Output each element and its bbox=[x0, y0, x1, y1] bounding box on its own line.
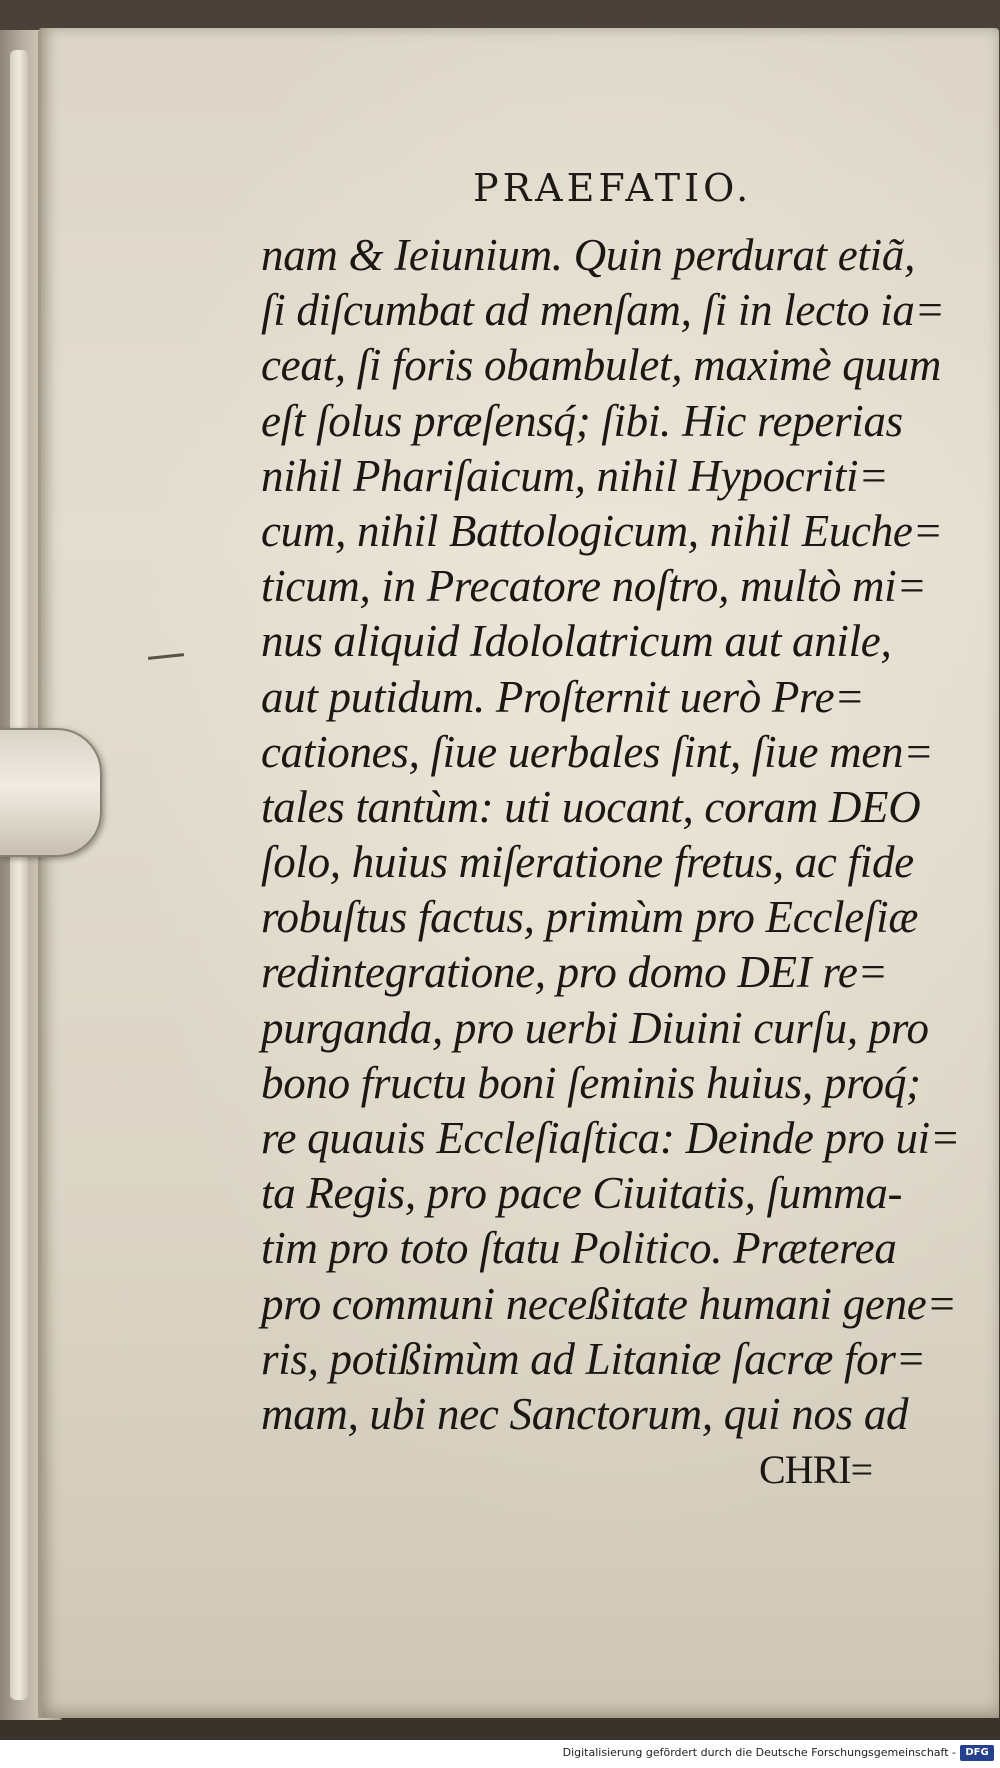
funding-credit: Digitalisierung gefördert durch die Deutsche Forschungsgemeinschaft - bbox=[562, 1746, 956, 1759]
book-clasp bbox=[0, 728, 102, 857]
page-edges bbox=[10, 50, 28, 1700]
text-line: ta Regis, pro pace Ciuitatis, ſumma- bbox=[261, 1168, 903, 1219]
text-line: purganda, pro uerbi Diuini curſu, pro bbox=[261, 1002, 929, 1053]
text-line: robuſtus factus, primùm pro Eccleſiæ bbox=[261, 892, 919, 943]
text-line: tim pro toto ſtatu Politico. Præterea bbox=[261, 1223, 897, 1274]
text-line: aut putidum. Proſternit uerò Pre= bbox=[261, 671, 865, 722]
dfg-logo-icon: DFG bbox=[960, 1745, 994, 1761]
text-line: ſolo, huius miſeratione fretus, ac fide bbox=[261, 837, 914, 888]
text-line: mam, ubi nec Sanctorum, qui nos ad bbox=[261, 1388, 909, 1439]
text-block bbox=[261, 228, 961, 1442]
text-line: ſi diſcumbat ad menſam, ſi in lecto ia= bbox=[261, 285, 945, 336]
text-line: ris, potißimùm ad Litaniæ ſacræ for= bbox=[261, 1333, 926, 1384]
text-line: tales tantùm: uti uocant, coram DEO bbox=[261, 781, 921, 832]
text-line: cum, nihil Battologicum, nihil Euche= bbox=[261, 505, 943, 556]
text-line: nus aliquid Idololatricum aut anile, bbox=[261, 616, 892, 667]
running-head: PRAEFATIO. bbox=[473, 166, 753, 210]
text-line: ceat, ſi foris obambulet, maximè quum bbox=[261, 340, 942, 391]
book-page bbox=[38, 28, 999, 1718]
text-line: nihil Phariſaicum, nihil Hypocriti= bbox=[261, 450, 889, 501]
text-line: ticum, in Precatore noſtro, multò mi= bbox=[261, 561, 927, 612]
text-line: eſt ſolus præſensq́; ſibi. Hic reperias bbox=[261, 395, 903, 446]
text-line: cationes, ſiue uerbales ſint, ſiue men= bbox=[261, 726, 934, 777]
text-line: redintegratione, pro domo DEI re= bbox=[261, 947, 888, 998]
footer-bar bbox=[0, 1740, 1000, 1768]
text-line: bono fructu boni ſeminis huius, proq́; bbox=[261, 1057, 921, 1108]
text-line: re quauis Eccleſiaſtica: Deinde pro ui= bbox=[261, 1113, 960, 1163]
text-line: pro communi neceßitate humani gene= bbox=[261, 1278, 957, 1329]
text-line: nam & Ieiunium. Quin perdurat etiã, bbox=[261, 230, 916, 280]
catchword: CHRI= bbox=[759, 1447, 873, 1492]
